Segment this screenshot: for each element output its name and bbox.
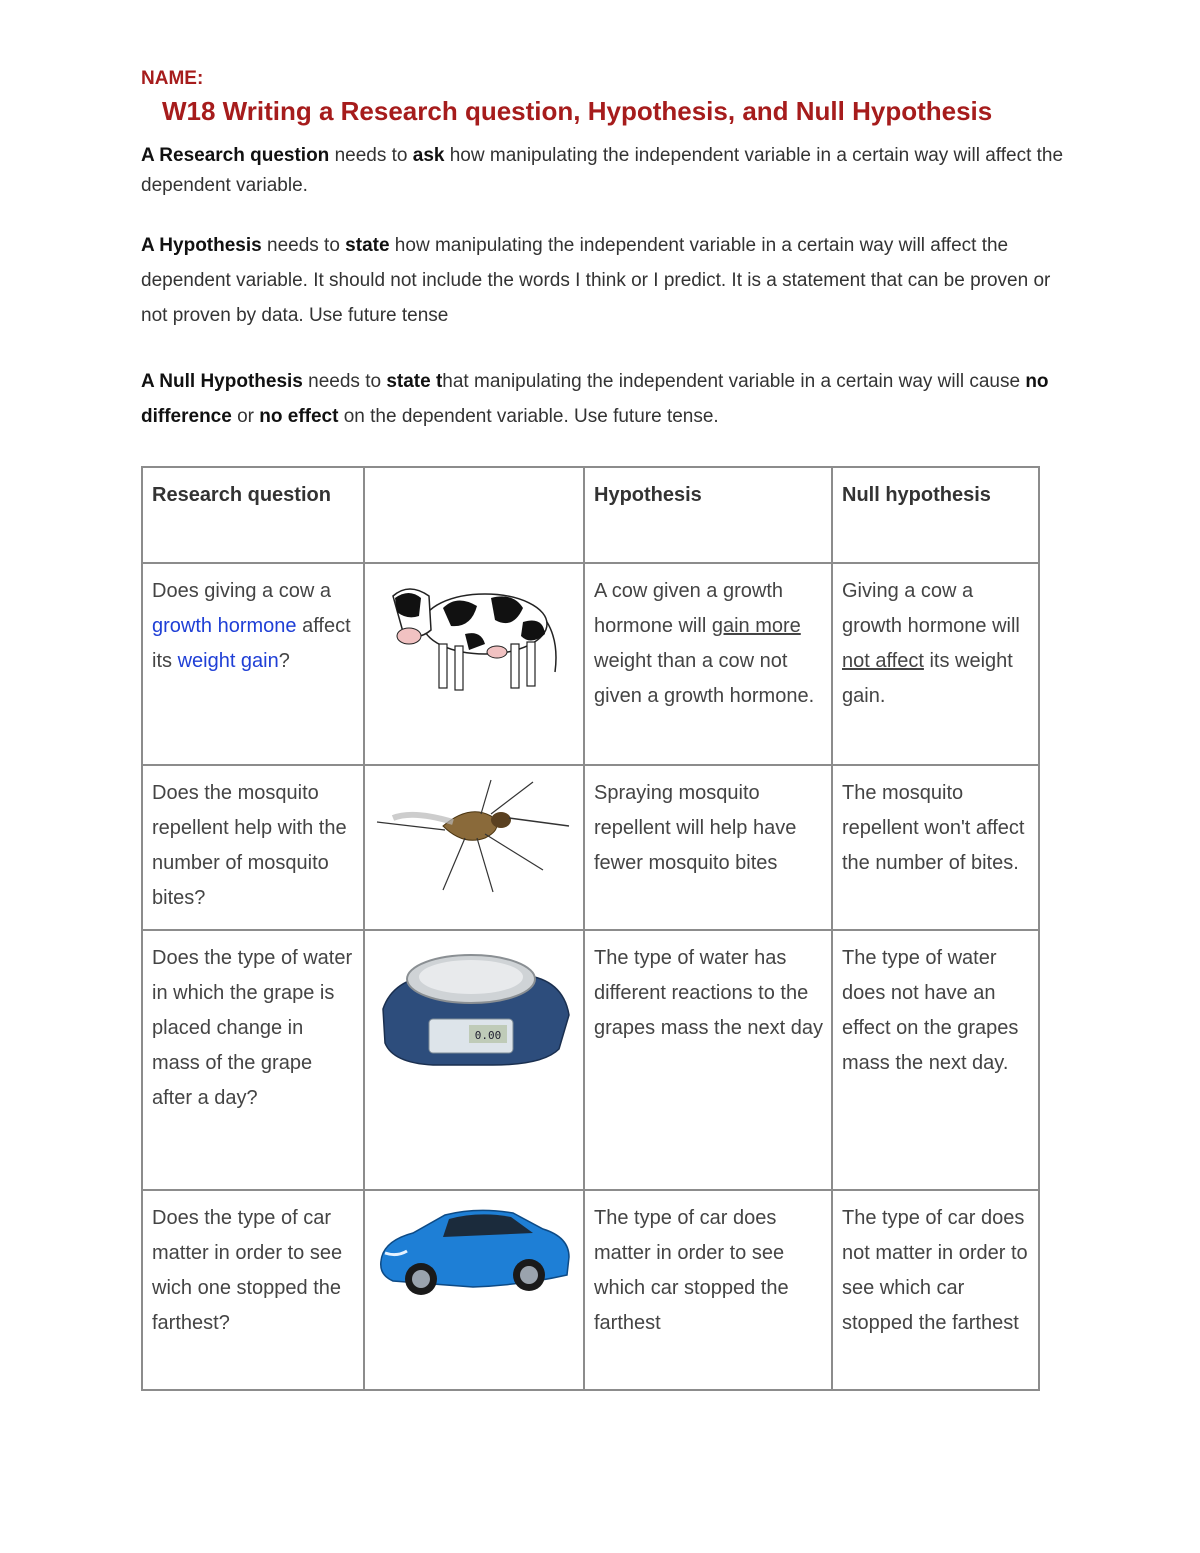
- image-cell: [364, 1190, 584, 1390]
- header-image: [364, 467, 584, 563]
- page-title: W18 Writing a Research question, Hypothesis, and Null Hypothesis: [162, 96, 993, 126]
- hypothesis-definition: A Hypothesis needs to state how manipulating the independent variable in a certain way will affect the dependent variable. It should not include the words I think or I predict. It is a statement that can be proven or not proven by data. Use future tense: [141, 235, 1051, 326]
- research-question-cell: Does the mosquito repellent help with the number of mosquito bites?: [142, 765, 364, 930]
- hypothesis-cell: The type of car does matter in order to see which car stopped the farthest: [584, 1190, 832, 1390]
- image-cell: [364, 765, 584, 930]
- image-cell: [364, 563, 584, 765]
- scale-readout: 0.00: [474, 1029, 502, 1042]
- scale-image: [373, 939, 573, 1069]
- research-question-cell: Does the type of car matter in order to see wich one stopped the farthest?: [142, 1190, 364, 1390]
- hypothesis-cell: A cow given a growth hormone will gain more weight than a cow not given a growth hormone.: [584, 563, 832, 765]
- header-research-question: Research question: [142, 467, 364, 563]
- null-hypothesis-cell: The mosquito repellent won't affect the number of bites.: [832, 765, 1039, 930]
- table-row: [142, 1190, 1039, 1390]
- mosquito-image: [373, 774, 573, 894]
- research-question-definition: A Research question needs to ask how manipulating the independent variable in a certain way will affect the dependent variable.: [141, 145, 1064, 196]
- header-hypothesis: Hypothesis: [584, 467, 832, 563]
- cow-image: [373, 572, 573, 702]
- table-row: [142, 563, 1039, 765]
- name-label: NAME:: [141, 68, 204, 89]
- table-header-row: [142, 467, 1039, 563]
- table-row: [142, 930, 1039, 1190]
- null-hypothesis-cell: The type of water does not have an effect on the grapes mass the next day.: [832, 930, 1039, 1190]
- hypothesis-cell: Spraying mosquito repellent will help have fewer mosquito bites: [584, 765, 832, 930]
- table-row: [142, 765, 1039, 930]
- term: A Hypothesis: [141, 235, 262, 256]
- term: A Research question: [141, 145, 330, 166]
- null-hypothesis-cell: The type of car does not matter in order to see which car stopped the farthest: [832, 1190, 1039, 1390]
- null-hypothesis-definition: A Null Hypothesis needs to state that manipulating the independent variable in a certain way will cause no difference or no effect on the dependent variable. Use future tense.: [141, 371, 1049, 427]
- image-cell: [364, 930, 584, 1190]
- null-hypothesis-cell: Giving a cow a growth hormone will not affect its weight gain.: [832, 563, 1039, 765]
- car-image: [373, 1199, 573, 1299]
- hypothesis-table: [141, 466, 1040, 1391]
- hypothesis-cell: The type of water has different reactions to the grapes mass the next day: [584, 930, 832, 1190]
- header-null-hypothesis: Null hypothesis: [832, 467, 1039, 563]
- term: A Null Hypothesis: [141, 371, 303, 392]
- research-question-cell: Does giving a cow a growth hormone affect its weight gain?: [142, 563, 364, 765]
- research-question-cell: Does the type of water in which the grape is placed change in mass of the grape after a day?: [142, 930, 364, 1190]
